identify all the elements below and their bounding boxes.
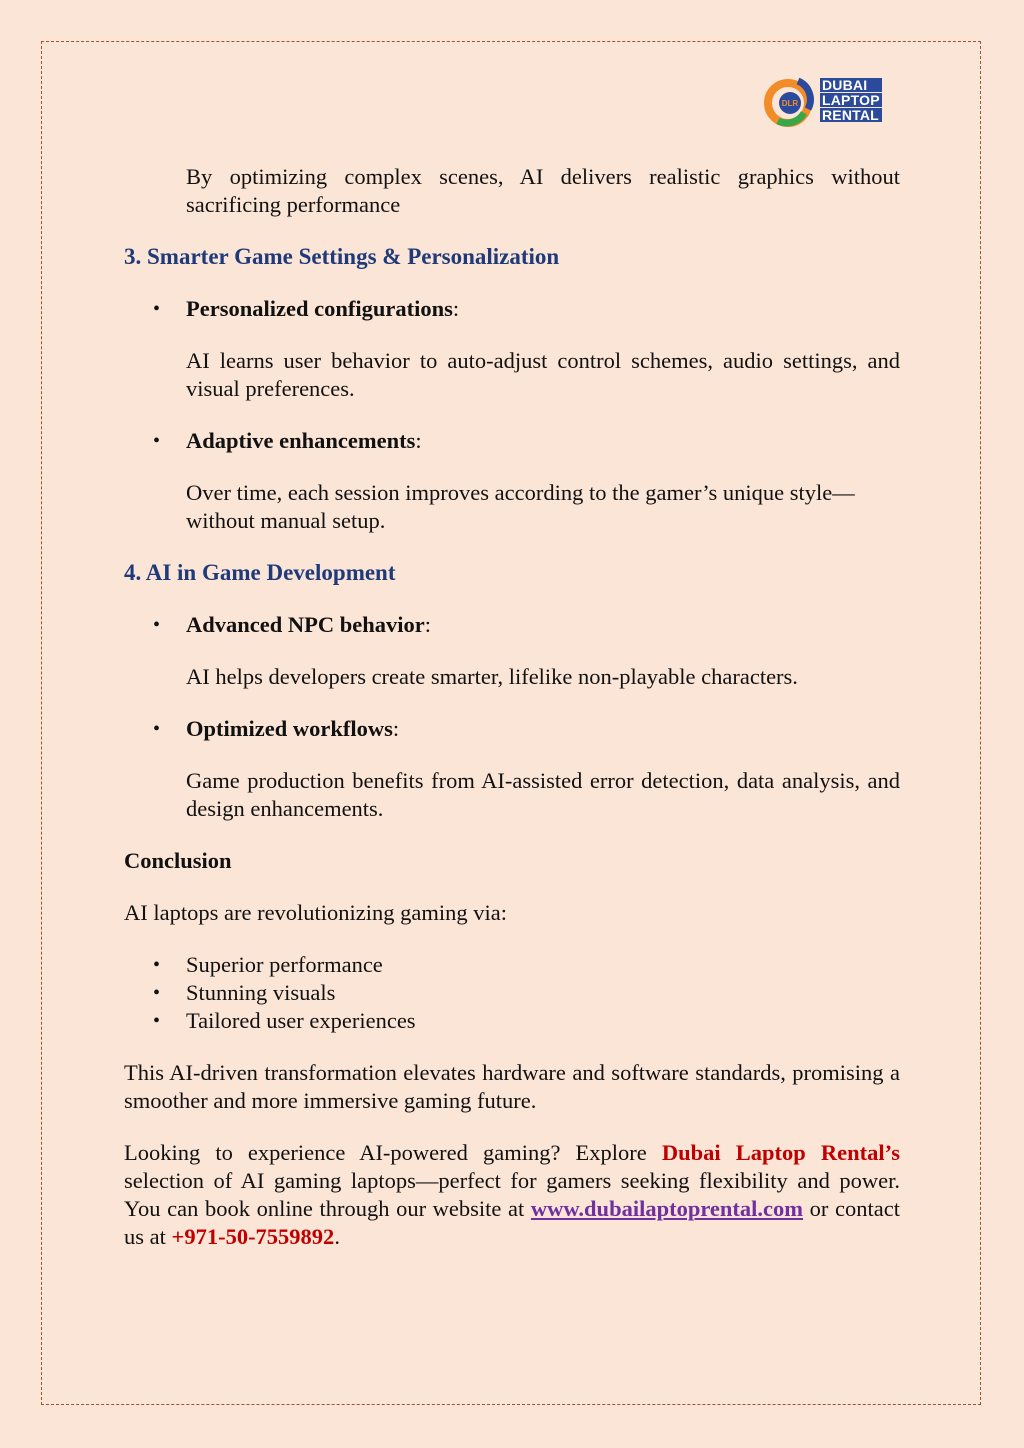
item-description: Game production benefits from AI-assisted error detection, data analysis, and design enhancements. <box>186 768 900 821</box>
item-description: AI learns user behavior to auto-adjust control schemes, audio settings, and visual preferences. <box>186 348 900 401</box>
logo-emblem-icon <box>764 73 820 127</box>
logo-badge-text: DLR <box>781 99 799 108</box>
logo-line-3: RENTAL <box>820 108 882 122</box>
conclusion-heading: Conclusion <box>124 848 232 873</box>
website-link[interactable]: www.dubailaptoprental.com <box>530 1196 804 1221</box>
item-title: Advanced NPC behavior <box>186 612 425 637</box>
document-body <box>124 163 900 1251</box>
list-item: • Stunning visuals <box>124 979 900 1007</box>
conclusion-intro: AI laptops are revolutionizing gaming via: <box>124 900 508 925</box>
section-3-heading: 3. Smarter Game Settings & Personalization <box>124 244 560 269</box>
list-item: • Tailored user experiences <box>124 1007 900 1035</box>
list-item: • Advanced NPC behavior: <box>124 611 900 639</box>
item-description: Over time, each session improves according to the gamer’s unique style—without manual setup. <box>186 480 855 533</box>
list-item: • Personalized configurations: <box>124 295 900 323</box>
cta-text-1: Looking to experience AI-powered gaming? Explore <box>124 1140 662 1165</box>
cta-text-4: . <box>334 1224 340 1249</box>
item-description: AI helps developers create smarter, lifelike non-playable characters. <box>186 664 798 689</box>
item-title: Optimized workflows <box>186 716 393 741</box>
list-item: • Optimized workflows: <box>124 715 900 743</box>
cta-text-3: or contact us at <box>124 1196 900 1249</box>
phone-number[interactable]: +971-50-7559892 <box>171 1224 335 1249</box>
call-to-action <box>124 1139 900 1251</box>
item-title: Personalized configurations <box>186 296 453 321</box>
cta-text-2: selection of AI gaming laptops—perfect for gamers seeking flexibility and power. You can book online through our website at <box>124 1168 900 1221</box>
brand-name: Dubai Laptop Rental’s <box>661 1140 900 1165</box>
logo-line-1: DUBAI <box>820 78 882 92</box>
list-item: • Adaptive enhancements: <box>124 427 900 455</box>
item-title: Adaptive enhancements <box>186 428 416 453</box>
logo-line-2: LAPTOP <box>822 92 880 108</box>
section-4-heading: 4. AI in Game Development <box>124 560 396 585</box>
conclusion-summary: This AI-driven transformation elevates hardware and software standards, promising a smoother and more immersive gaming future. <box>124 1060 900 1113</box>
list-item: • Superior performance <box>124 951 900 979</box>
company-logo <box>764 73 890 127</box>
intro-paragraph: By optimizing complex scenes, AI delivers realistic graphics without sacrificing performance <box>186 164 900 217</box>
logo-wordmark <box>820 78 882 123</box>
